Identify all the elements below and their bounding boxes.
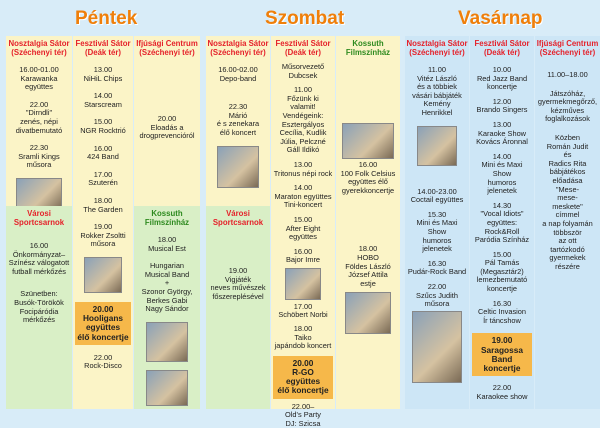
col-header: Nosztalgia Sátor (Széchenyi tér) [406, 39, 468, 57]
program-item: 15.30 Mini és Maxi Show humoros jelenetek [416, 209, 458, 254]
friday-col-youth-centre [134, 36, 200, 206]
program-item: 22.30 Sramli Kings műsora [18, 143, 60, 170]
program-item: 22.00– Old's Party DJ: Szicsa [285, 401, 321, 428]
program-item: Játszóház, gyermekmegőrző, kézműves foglalkozások [537, 88, 598, 124]
program-item: 20.00 Eloadás a drogprevencióról [139, 114, 195, 141]
program-item: 15.00 Pál Tamás (Megasztár2) lemezbemutató koncertje [476, 249, 528, 294]
program-item: 14.00-23.00 Coctail együttes [410, 186, 464, 205]
col-header: Fesztivál Sátor (Deák tér) [75, 39, 131, 57]
photo-performer [146, 322, 188, 362]
program-item: 11.00 Főzünk ki valamit! Vendégeink: Esztergályos Cecília, Kudlik Júlia, Pelczné Gáll Ildikó [279, 85, 327, 155]
day-title-saturday: Szombat [265, 8, 345, 29]
sunday-col-nostalgia [405, 36, 469, 409]
photo-performer [146, 370, 188, 406]
program-item: 22.30 Márió é s zenekara élő koncert [216, 102, 260, 137]
program-item: Közben Román Judit és Radics Rita bábjátékos előadása "Mese- mese- meskete" címmel a nap folyamán többször az ott tartózkodó gyermekek részére [542, 132, 593, 271]
photo-mario-accordion [217, 146, 259, 188]
program-item: 16.00-02.00 Depo-band [218, 65, 258, 83]
saturday-col-festival-tent [271, 36, 335, 428]
highlight-concert: 20.00 Hooligans együttes élő koncertje [75, 302, 131, 345]
program-item: 16.00-01.00 Karawanka együttes [19, 65, 59, 92]
col-header: Kossuth Filmszínház [345, 39, 391, 57]
photo-rokker-zsoltti [84, 257, 122, 293]
program-item: 19.00 Rokker Zsoltti műsora [80, 222, 126, 249]
program-item: 13.00 NiHiL Chips [83, 65, 123, 83]
program-item: 11.00 Vitéz László és a többiek vásári bábjáték Kemény Henrikkel [412, 65, 462, 117]
col-header: Nosztalgia Sátor (Széchenyi tér) [8, 39, 70, 57]
program-item: 22.00 Karaokee show [476, 383, 528, 401]
program-item: 16.00 100 Folk Celsius együttes élő gyerekkoncertje [340, 160, 396, 195]
col-header: Városi Sportcsarnok [13, 209, 65, 227]
program-item: 22.00 "Dirndli" zenés, népi divatbemutató [15, 99, 63, 135]
photo-szucs-judith [412, 311, 462, 383]
program-item: 14.00 Mini és Maxi Show humoros jelenetek [481, 151, 523, 196]
program-item: 16.00 424 Band [87, 143, 119, 162]
program-item: 14.00 Maraton együttes Tini-koncert [274, 183, 332, 210]
program-item: 14.00 Starscream [84, 91, 122, 109]
photo-folk-celsius [342, 123, 394, 159]
program-item: 17.00 Schöbert Norbi [278, 301, 328, 320]
program-item: 15.00 After Eight együttes [285, 214, 321, 242]
col-header: Városi Sportcsarnok [212, 209, 264, 227]
col-header: Fesztivál Sátor (Deák tér) [275, 39, 331, 57]
program-item: Műsorvezető Dubcsek [281, 62, 325, 80]
program-item: 19.00 Vigjáték neves művészek főszereplésével [210, 266, 266, 301]
col-header: Ifjúsági Centrum (Széchenyi tér) [536, 39, 599, 57]
photo-bajor-imre [285, 268, 321, 300]
col-header: Ifjúsági Centrum (Széchenyi tér) [136, 39, 198, 57]
photo-puppet-show [417, 126, 457, 166]
friday-col-sports-hall [6, 206, 72, 409]
saturday-col-nostalgia [206, 36, 270, 206]
program-item: 14.30 "Vocal Idiots" együttes: Rock&Roll Paródia Színház [474, 200, 530, 245]
program-item: 18.00 HOBO Földes László József Attila estje [345, 244, 391, 288]
program-item: 16.30 Celtic Invasion Ír táncshow [477, 298, 527, 325]
program-item: 22.00 Rock-Disco [84, 352, 122, 371]
col-header: Nosztalgia Sátor (Széchenyi tér) [207, 39, 269, 57]
program-item: 18.00 Musical Est [148, 235, 186, 253]
program-item: 11.00–18.00 [547, 70, 588, 79]
friday-col-kossuth-cinema [134, 206, 200, 409]
highlight-concert: 20.00 R-GO együttes élő koncertje [273, 356, 333, 399]
program-item: 18.00 The Garden [83, 195, 123, 214]
highlight-concert: 19.00 Saragossa Band koncertje [472, 333, 532, 376]
sunday-col-festival-tent [470, 36, 534, 409]
friday-col-festival-tent [73, 36, 133, 409]
program-item: 10.00 Red Jazz Band koncertje [476, 65, 528, 92]
col-header: Fesztivál Sátor (Deák tér) [474, 39, 530, 57]
program-item: 13.00 Tritonus népi rock [273, 159, 333, 178]
program-item: 22.00 Szűcs Judith műsora [416, 281, 458, 309]
program-item: 13.00 Karaoke Show Kovács Áronnal [476, 119, 528, 147]
program-item: 18.00 Taiko japándob koncert [274, 324, 332, 351]
program-item: 16.00 Önkormányzat– Színész válogatott futball mérkőzés [8, 241, 70, 276]
program-item: 12.00 Brando Singers [476, 96, 528, 115]
program-item: 16.00 Bajor Imre [285, 246, 321, 265]
program-item: 15.00 NGR Rocktrió [80, 117, 126, 135]
program-item: 17.00 Szuterén [88, 169, 118, 188]
day-title-sunday: Vasárnap [458, 8, 543, 29]
program-item: Szünetben: Busók-Törökök Focipáródia mérkőzés [14, 289, 64, 325]
program-item: 16.30 Pudár-Rock Band [407, 258, 467, 277]
day-title-friday: Péntek [75, 8, 138, 29]
photo-hobo [345, 292, 391, 334]
saturday-col-sports-hall [206, 206, 270, 409]
sunday-col-youth-centre [535, 36, 600, 409]
col-header: Kossuth Filmszínház [144, 209, 190, 227]
saturday-col-kossuth-cinema [336, 36, 400, 409]
program-item: Hungarian Musical Band + Szonor György, Berkes Gabi Nagy Sándor [141, 261, 193, 314]
